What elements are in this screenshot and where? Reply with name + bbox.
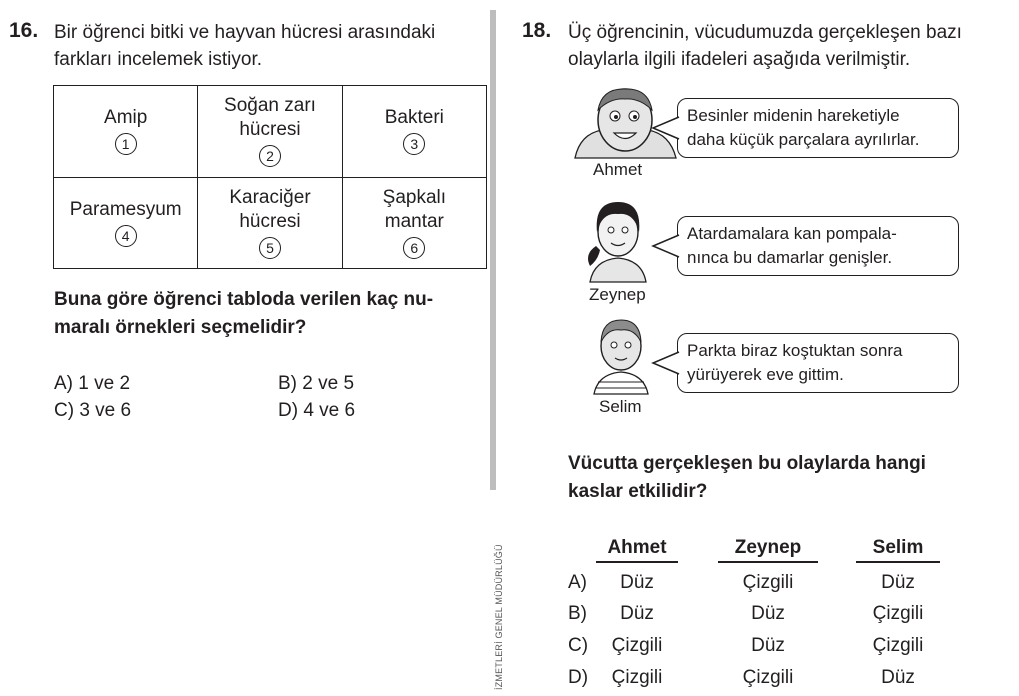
person-name-ahmet: Ahmet	[593, 160, 643, 179]
circled-number: 4	[115, 225, 137, 247]
zeynep-illustration	[582, 196, 654, 284]
answer-cell: Düz	[751, 603, 785, 624]
person-name-selim: Selim	[599, 397, 642, 416]
table-row	[54, 86, 487, 178]
answer-cell: Çizgili	[872, 635, 924, 656]
answer-cell: Çizgili	[742, 572, 794, 593]
q16-option-a[interactable]: A) 1 ve 2	[54, 373, 131, 394]
q18-question-line2: kaslar etkilidir?	[568, 481, 708, 502]
answer-cell: Düz	[881, 667, 915, 688]
option-letter: A)	[568, 572, 587, 593]
bubble-tail	[652, 350, 680, 376]
table-cell-4	[54, 177, 198, 269]
bubble-text: yürüyerek eve gittim.	[687, 365, 844, 384]
cell-label: Soğan zarı	[224, 95, 316, 117]
bubble-tail	[652, 233, 680, 259]
answer-cell: Düz	[751, 635, 785, 656]
answer-cell: Düz	[620, 572, 654, 593]
table-cell-5	[198, 177, 342, 269]
cell-label: Paramesyum	[69, 198, 182, 220]
selim-illustration	[588, 312, 654, 396]
answer-cell: Çizgili	[611, 667, 663, 688]
cell-label: hücresi	[239, 119, 301, 141]
q16-option-c[interactable]: C) 3 ve 6	[54, 400, 132, 421]
answer-header-zeynep: Zeynep	[734, 537, 802, 558]
answer-header-ahmet: Ahmet	[607, 537, 667, 558]
bubble-tail	[652, 115, 680, 141]
header-underline	[856, 561, 940, 563]
circled-number: 2	[259, 145, 281, 167]
cell-label: Karaciğer	[229, 186, 311, 208]
circled-number: 3	[403, 133, 425, 155]
answer-cell: Düz	[620, 603, 654, 624]
option-letter: C)	[568, 635, 589, 656]
q16-question-line1: Buna göre öğrenci tabloda verilen kaç nu-	[54, 289, 434, 310]
q18-text-line1: Üç öğrencinin, vücudumuzda gerçekleşen bazı	[568, 22, 962, 43]
bubble-text: nınca bu damarlar genişler.	[687, 248, 893, 267]
table-cell-6	[342, 177, 486, 269]
q18-number: 18.	[522, 19, 552, 42]
q18-question-line1: Vücutta gerçekleşen bu olaylarda hangi	[568, 453, 926, 474]
table-cell-1	[54, 86, 198, 178]
bubble-text: daha küçük parçalara ayrılırlar.	[687, 130, 920, 149]
circled-number: 6	[403, 237, 425, 259]
table-cell-3	[342, 86, 486, 178]
circled-number: 5	[259, 237, 281, 259]
q16-question-line2: maralı örnekleri seçmelidir?	[54, 317, 307, 338]
answer-cell: Çizgili	[742, 667, 794, 688]
answer-cell: Düz	[881, 572, 915, 593]
column-divider	[490, 10, 496, 490]
header-underline	[718, 561, 818, 563]
cell-label: hücresi	[239, 210, 301, 232]
cell-examples-table	[53, 85, 487, 269]
answer-cell: Çizgili	[872, 603, 924, 624]
q18-text-line2: olaylarla ilgili ifadeleri aşağıda verilmiştir.	[568, 49, 911, 70]
speech-bubble-ahmet	[677, 98, 959, 158]
person-name-zeynep: Zeynep	[589, 285, 646, 304]
answer-header-selim: Selim	[872, 537, 924, 558]
option-letter: B)	[568, 603, 587, 624]
speech-bubble-selim	[677, 333, 959, 393]
q16-text-line1: Bir öğrenci bitki ve hayvan hücresi arasındaki	[54, 22, 436, 43]
bubble-text: Atardamalara kan pompala-	[687, 224, 897, 243]
side-vertical-text: İZMETLERİ GENEL MÜDÜRLÜĞÜ	[494, 544, 504, 690]
bubble-text: Parkta biraz koştuktan sonra	[687, 341, 903, 360]
circled-number: 1	[115, 133, 137, 155]
table-row	[54, 177, 487, 269]
option-letter: D)	[568, 667, 589, 688]
answer-cell: Çizgili	[611, 635, 663, 656]
q16-number: 16.	[9, 19, 39, 42]
q16-text-line2: farkları incelemek istiyor.	[54, 49, 263, 70]
cell-label: Amip	[104, 107, 148, 129]
cell-label: Bakteri	[384, 107, 444, 129]
table-cell-2	[198, 86, 342, 178]
header-underline	[596, 561, 678, 563]
q16-option-d[interactable]: D) 4 ve 6	[278, 400, 356, 421]
speech-bubble-zeynep	[677, 216, 959, 276]
bubble-text: Besinler midenin hareketiyle	[687, 106, 900, 125]
cell-label: mantar	[384, 210, 444, 232]
q16-option-b[interactable]: B) 2 ve 5	[278, 373, 355, 394]
cell-label: Şapkalı	[382, 186, 447, 208]
